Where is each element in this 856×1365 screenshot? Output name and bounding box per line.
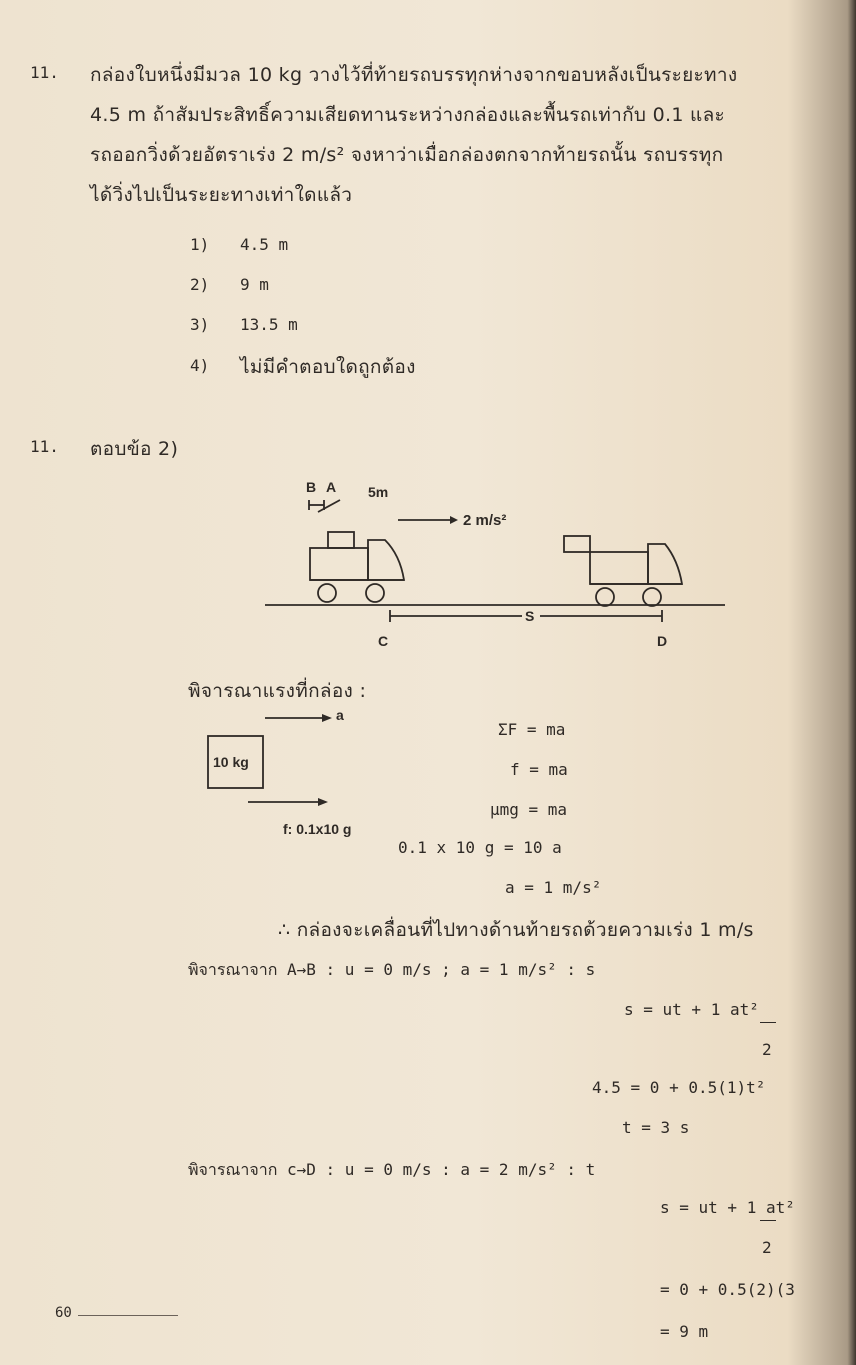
fbd-a-label: a [336, 707, 344, 723]
eq-sum-f: ΣF = ma [498, 720, 566, 739]
choice-1-num: 1) [190, 235, 210, 254]
label-5m: 5m [368, 484, 389, 500]
eq-numeric: 0.1 x 10 g = 10 a [398, 838, 562, 857]
question-line-1: กล่องใบหนึ่งมีมวล 10 kg วางไว้ที่ท้ายรถบรรทุกห่างจากขอบหลังเป็นระยะทาง [90, 64, 738, 86]
eq-umg-ma: μmg = ma [490, 800, 568, 819]
label-s: S [525, 608, 535, 624]
fbd-heading: พิจารณาแรงที่กล่อง : [188, 680, 367, 702]
cd-frac-bar [760, 1220, 776, 1221]
cd-eq-1: s = ut + 1 at² [660, 1198, 795, 1217]
label-b: B [306, 479, 317, 495]
truck-right-icon [564, 536, 682, 606]
cd-eq-4: = 9 m [660, 1322, 709, 1341]
choice-1-text: 4.5 m [240, 235, 289, 254]
ab-eq-1: s = ut + 1 at² [624, 1000, 759, 1019]
choice-4-text: ไม่มีคำตอบใดถูกต้อง [240, 356, 416, 378]
conclusion-line: ∴ กล่องจะเคลื่อนที่ไปทางด้านท้ายรถด้วยความเร่ง 1 m/s [278, 919, 754, 941]
label-c: C [378, 633, 389, 649]
ab-eq-4: t = 3 s [622, 1118, 690, 1137]
question-line-4: ได้วิ่งไปเป็นระยะทางเท่าใดแล้ว [90, 184, 353, 206]
cd-heading: พิจารณาจาก c→D : u = 0 m/s : a = 2 m/s² : t [188, 1160, 596, 1179]
truck-left-icon [310, 532, 404, 602]
answer-number: 11. [30, 437, 59, 456]
ab-eq-3: 4.5 = 0 + 0.5(1)t² [592, 1078, 766, 1097]
answer-label: ตอบข้อ 2) [90, 438, 179, 460]
ab-heading: พิจารณาจาก A→B : u = 0 m/s ; a = 1 m/s² : s [188, 960, 596, 979]
label-a: A [326, 479, 337, 495]
free-body-diagram [200, 700, 400, 850]
choice-2-num: 2) [190, 275, 210, 294]
ba-marker [309, 500, 340, 512]
accel-label: 2 m/s² [463, 512, 507, 529]
choice-3-text: 13.5 m [240, 315, 298, 334]
choice-4-num: 4) [190, 356, 210, 375]
ab-frac-bar [760, 1022, 776, 1023]
choice-3-num: 3) [190, 315, 210, 334]
eq-a-value: a = 1 m/s² [505, 878, 602, 897]
ab-eq-2: 2 [762, 1040, 772, 1059]
choice-2-text: 9 m [240, 275, 269, 294]
question-line-3: รถออกวิ่งด้วยอัตราเร่ง 2 m/s² จงหาว่าเมื่อกล่องตกจากท้ายรถนั้น รถบรรทุก [90, 144, 724, 166]
fbd-friction-label: f: 0.1x10 g [283, 821, 352, 837]
label-d: D [657, 633, 668, 649]
cd-eq-2: 2 [762, 1238, 772, 1257]
page-number: 60 [55, 1305, 72, 1321]
eq-f-ma: f = ma [510, 760, 568, 779]
question-number: 11. [30, 63, 59, 82]
fbd-box-label: 10 kg [213, 754, 249, 770]
page-number-rule [78, 1315, 178, 1316]
cd-eq-3: = 0 + 0.5(2)(3 [660, 1280, 795, 1299]
truck-diagram [260, 470, 730, 660]
question-line-2: 4.5 m ถ้าสัมประสิทธิ์ความเสียดทานระหว่างกล่องและพื้นรถเท่ากับ 0.1 และ [90, 104, 726, 126]
